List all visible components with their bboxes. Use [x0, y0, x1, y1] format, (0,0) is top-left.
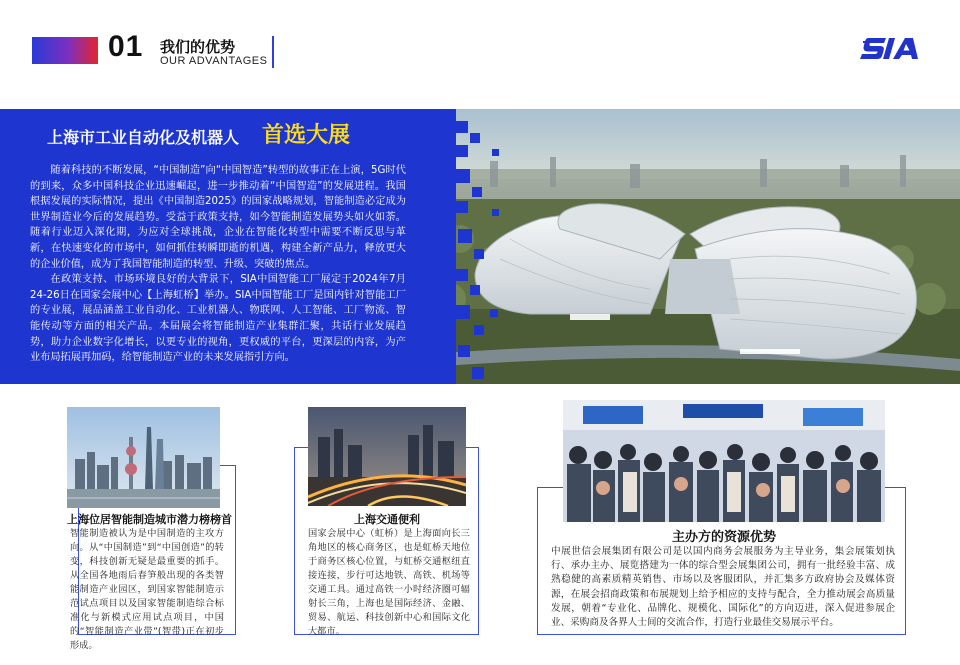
- section-title-cn: 我们的优势: [160, 38, 236, 56]
- exhibition-crowd-photo: [563, 400, 885, 522]
- shanghai-skyline-photo: [67, 407, 220, 508]
- hero-highlight: 首选大展: [262, 123, 351, 148]
- decor-square: [456, 305, 470, 319]
- header-divider: [272, 36, 274, 68]
- decor-square: [474, 325, 484, 335]
- card-text: 智能制造被认为是中国制造的主攻方向。从“中国制造”到“中国创造”的转变，科技创新无疑是最重要的抓手。从全国各地雨后春笋般出现的各类智能制造产业园区，到国家智能制造示范试点项目以及国家智能制造综合标准化与新模式应用试点项目，中国的“智能制造产业带”(智带)正在初步形成。: [70, 528, 224, 651]
- decor-square: [458, 345, 470, 357]
- card-title: 主办方的资源优势: [671, 530, 776, 545]
- card-text: 中展世信会展集团有限公司是以国内商务会展服务为主导业务，集会展策划执行、承办主办、展览搭建为一体的综合型会展集团公司，拥有一批经验丰富、成熟稳健的高素质精英销售、市场以及客服团队，并汇集多方政府协会及媒体资源，在展会招商政策和布展规划上给予相应的支持与配合，全力推动展会高质量发展，朝着“专业化、品牌化、规模化、国际化”的方向迈进，深入促进参展企业、采购商及各界人士间的交流合作，打造行业最佳交易展示平台。: [551, 546, 895, 629]
- hero-text-panel: [0, 109, 430, 384]
- decor-square: [470, 133, 480, 143]
- exhibition-center-photo: [430, 109, 960, 384]
- section-color-bar: [32, 37, 98, 64]
- hero-paragraph: 在政策支持、市场环境良好的大背景下，SIA中国智能工厂展定于2024年7月24-26日在国家会展中心【上海虹桥】举办。SIA中国智能工厂是国内针对智能工厂的专业展，展品涵盖工业自动化、工业机器人、物联网、人工智能、工厂物流、智能传动等方面的相关产品。本届展会将智能制造产业集群汇聚，共话行业发展趋势，助力企业数字化增长，以更专业的视角，更权威的平台，更深层的内容，为产业布局拓展再加码，给智能制造产业的未来发展指引方向。: [30, 274, 406, 364]
- decor-square: [470, 285, 480, 295]
- clover-building-illustration: [430, 109, 960, 384]
- decor-square: [474, 249, 484, 259]
- decor-square: [456, 145, 468, 157]
- decor-square: [492, 209, 499, 216]
- decor-square: [490, 309, 498, 317]
- hero-section: [0, 109, 960, 384]
- decor-square: [492, 149, 499, 156]
- decor-square: [456, 169, 470, 183]
- hero-title: 上海市工业自动化及机器人: [47, 128, 240, 147]
- decor-square: [430, 109, 456, 384]
- hero-highlight-box: [262, 118, 374, 152]
- sia-logo: [858, 32, 928, 64]
- card-text: 国家会展中心（虹桥）是上海面向长三角地区的核心商务区，也是虹桥天地位于商务区核心位置，与虹桥交通枢纽直接连接，步行可达地铁、高铁、机场等交通工具。通过高铁一小时经济圈可辐射长三角，上海也是国际经济、金融、贸易、航运、科技创新中心和国际文化大都市。: [308, 528, 470, 637]
- hero-body: [30, 163, 406, 366]
- traffic-night-photo: [308, 407, 466, 506]
- hero-paragraph: 随着科技的不断发展，“中国制造”向“中国智造”转型的故事正在上演，5G时代的到来，众多中国科技企业迅速崛起，进一步推动着“中国智造”的发展进程。我国根据发展的实际情况，提出《中国制造2025》的国家战略规划，智能制造必定成为世界制造业今后的发展趋势。受益于政策支持，如今智能制造发展势头如火如荼。随着行业迈入深化期，为应对全球挑战，企业在智能化转型中需要不断反思与革新，在快速变化的市场中，如何抓住转瞬即逝的机遇，构建全新产品力，释放更大的企业价值，成为了我国智能制造的转型、升级、突破的焦点。: [30, 165, 406, 270]
- section-title-en: OUR ADVANTAGES: [160, 55, 268, 67]
- decor-square: [456, 121, 468, 133]
- decor-square: [472, 187, 482, 197]
- decor-square: [456, 201, 468, 213]
- decor-square: [456, 269, 468, 281]
- section-number: 01: [108, 30, 144, 63]
- decor-square: [472, 367, 484, 379]
- decor-square: [458, 229, 472, 243]
- card-title: 上海位居智能制造城市潜力榜榜首: [67, 513, 232, 526]
- card-title: 上海交通便利: [354, 513, 420, 526]
